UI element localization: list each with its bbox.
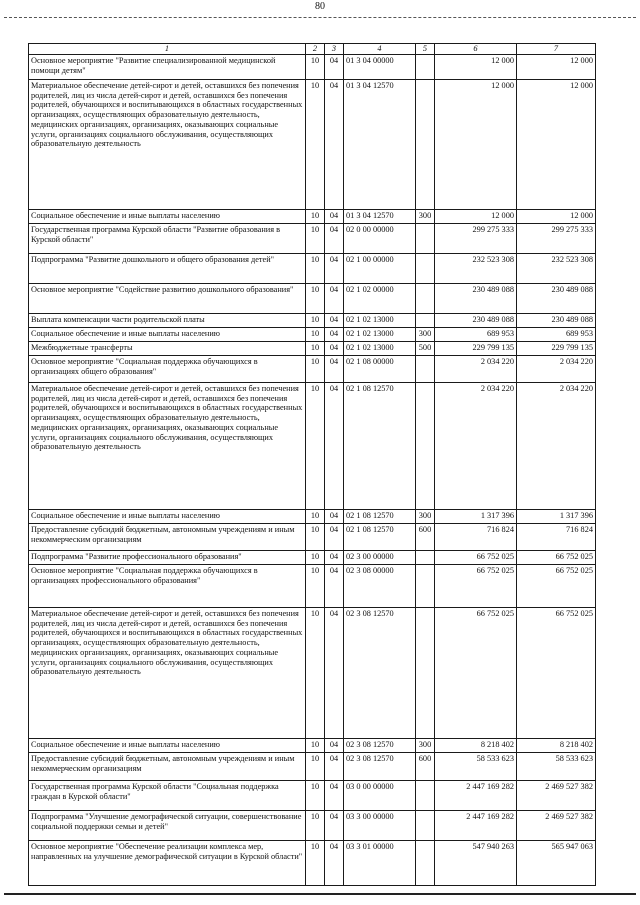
section-code-cell: 10 xyxy=(306,223,325,253)
amount-col6-cell: 66 752 025 xyxy=(435,607,517,738)
subsection-code-cell: 04 xyxy=(325,382,344,509)
amount-col7-cell: 716 824 xyxy=(517,523,596,550)
item-name-cell: Основное мероприятие "Социальная поддержка обучающихся в организациях профессионального образования" xyxy=(29,564,306,607)
amount-col6-cell: 66 752 025 xyxy=(435,550,517,564)
section-code-cell: 10 xyxy=(306,327,325,341)
section-code-cell: 10 xyxy=(306,564,325,607)
item-name-cell: Социальное обеспечение и иные выплаты населению xyxy=(29,209,306,223)
subsection-code-cell: 04 xyxy=(325,54,344,79)
expense-type-cell xyxy=(416,355,435,382)
section-code-cell: 10 xyxy=(306,79,325,209)
subsection-code-cell: 04 xyxy=(325,523,344,550)
section-code-cell: 10 xyxy=(306,382,325,509)
target-article-cell: 02 3 00 00000 xyxy=(344,550,416,564)
item-name-cell: Подпрограмма "Улучшение демографической ситуации, совершенствование социальной поддержки семьи и детей" xyxy=(29,810,306,840)
table-row xyxy=(29,355,596,382)
subsection-code-cell: 04 xyxy=(325,840,344,885)
amount-col6-cell: 2 447 169 282 xyxy=(435,810,517,840)
amount-col6-cell: 2 034 220 xyxy=(435,355,517,382)
item-name-cell: Социальное обеспечение и иные выплаты населению xyxy=(29,327,306,341)
amount-col7-cell: 230 489 088 xyxy=(517,283,596,313)
item-name-cell: Основное мероприятие "Социальная поддержка обучающихся в организациях общего образования" xyxy=(29,355,306,382)
section-code-cell: 10 xyxy=(306,253,325,283)
amount-col7-cell: 12 000 xyxy=(517,209,596,223)
expense-type-cell: 300 xyxy=(416,327,435,341)
section-code-cell: 10 xyxy=(306,509,325,523)
amount-col7-cell: 66 752 025 xyxy=(517,550,596,564)
item-name-cell: Социальное обеспечение и иные выплаты населению xyxy=(29,509,306,523)
subsection-code-cell: 04 xyxy=(325,355,344,382)
item-name-cell: Материальное обеспечение детей-сирот и детей, оставшихся без попечения родителей, лиц из числа детей-сирот и детей, оставшихся без попечения родителей, обучающихся и воспитывающихся в областных государственных организациях, осуществляющих образовательную деятельность, медицинских организациях, организациях, оказывающих социальные услуги, организациях социального обслуживания, осуществляющих образовательную деятельность xyxy=(29,79,306,209)
subsection-code-cell: 04 xyxy=(325,550,344,564)
section-code-cell: 10 xyxy=(306,840,325,885)
amount-col7-cell: 2 469 527 382 xyxy=(517,810,596,840)
amount-col7-cell: 230 489 088 xyxy=(517,313,596,327)
table-body xyxy=(29,54,596,885)
section-code-cell: 10 xyxy=(306,752,325,780)
header-row xyxy=(29,44,596,55)
amount-col7-cell: 2 034 220 xyxy=(517,382,596,509)
target-article-cell: 02 1 02 13000 xyxy=(344,313,416,327)
amount-col6-cell: 716 824 xyxy=(435,523,517,550)
table-row xyxy=(29,523,596,550)
table-row xyxy=(29,209,596,223)
amount-col6-cell: 12 000 xyxy=(435,54,517,79)
expense-type-cell xyxy=(416,607,435,738)
amount-col7-cell: 689 953 xyxy=(517,327,596,341)
amount-col6-cell: 229 799 135 xyxy=(435,341,517,355)
item-name-cell: Подпрограмма "Развитие профессионального образования" xyxy=(29,550,306,564)
amount-col7-cell: 66 752 025 xyxy=(517,564,596,607)
budget-table xyxy=(28,43,596,886)
target-article-cell: 02 1 00 00000 xyxy=(344,253,416,283)
amount-col6-cell: 230 489 088 xyxy=(435,313,517,327)
item-name-cell: Основное мероприятие "Развитие специализированной медицинской помощи детям" xyxy=(29,54,306,79)
target-article-cell: 02 0 00 00000 xyxy=(344,223,416,253)
amount-col6-cell: 547 940 263 xyxy=(435,840,517,885)
target-article-cell: 03 0 00 00000 xyxy=(344,780,416,810)
table-row xyxy=(29,810,596,840)
amount-col6-cell: 58 533 623 xyxy=(435,752,517,780)
table-row xyxy=(29,509,596,523)
table-row xyxy=(29,283,596,313)
subsection-code-cell: 04 xyxy=(325,313,344,327)
section-code-cell: 10 xyxy=(306,780,325,810)
amount-col7-cell: 12 000 xyxy=(517,79,596,209)
table-row xyxy=(29,223,596,253)
bottom-rule xyxy=(4,893,636,895)
item-name-cell: Государственная программа Курской области "Социальная поддержка граждан в Курской области" xyxy=(29,780,306,810)
section-code-cell: 10 xyxy=(306,283,325,313)
target-article-cell: 02 3 08 12570 xyxy=(344,738,416,752)
subsection-code-cell: 04 xyxy=(325,209,344,223)
table-row xyxy=(29,341,596,355)
amount-col7-cell: 2 469 527 382 xyxy=(517,780,596,810)
top-dashed-rule xyxy=(4,17,636,18)
expense-type-cell xyxy=(416,223,435,253)
target-article-cell: 03 3 01 00000 xyxy=(344,840,416,885)
subsection-code-cell: 04 xyxy=(325,738,344,752)
target-article-cell: 01 3 04 00000 xyxy=(344,54,416,79)
table-row xyxy=(29,313,596,327)
section-code-cell: 10 xyxy=(306,209,325,223)
column-header: 5 xyxy=(416,44,435,55)
expense-type-cell xyxy=(416,283,435,313)
target-article-cell: 02 1 08 12570 xyxy=(344,509,416,523)
item-name-cell: Межбюджетные трансферты xyxy=(29,341,306,355)
subsection-code-cell: 04 xyxy=(325,223,344,253)
section-code-cell: 10 xyxy=(306,738,325,752)
table-row xyxy=(29,738,596,752)
section-code-cell: 10 xyxy=(306,54,325,79)
item-name-cell: Материальное обеспечение детей-сирот и детей, оставшихся без попечения родителей, лиц из числа детей-сирот и детей, оставшихся без попечения родителей, обучающихся и воспитывающихся в областных государственных организациях, осуществляющих образовательную деятельность, медицинских организациях, организациях, оказывающих социальные услуги, организациях социального обслуживания, осуществляющих образовательную деятельность xyxy=(29,382,306,509)
section-code-cell: 10 xyxy=(306,607,325,738)
table-row xyxy=(29,79,596,209)
item-name-cell: Подпрограмма "Развитие дошкольного и общего образования детей" xyxy=(29,253,306,283)
column-header: 4 xyxy=(344,44,416,55)
amount-col6-cell: 2 447 169 282 xyxy=(435,780,517,810)
table-row xyxy=(29,382,596,509)
section-code-cell: 10 xyxy=(306,355,325,382)
amount-col7-cell: 565 947 063 xyxy=(517,840,596,885)
expense-type-cell xyxy=(416,780,435,810)
column-header: 3 xyxy=(325,44,344,55)
expense-type-cell: 500 xyxy=(416,341,435,355)
table-row xyxy=(29,607,596,738)
expense-type-cell: 300 xyxy=(416,509,435,523)
subsection-code-cell: 04 xyxy=(325,810,344,840)
subsection-code-cell: 04 xyxy=(325,780,344,810)
section-code-cell: 10 xyxy=(306,341,325,355)
item-name-cell: Предоставление субсидий бюджетным, автономным учреждениям и иным некоммерческим организациям xyxy=(29,523,306,550)
subsection-code-cell: 04 xyxy=(325,327,344,341)
subsection-code-cell: 04 xyxy=(325,341,344,355)
subsection-code-cell: 04 xyxy=(325,509,344,523)
table-row xyxy=(29,327,596,341)
section-code-cell: 10 xyxy=(306,810,325,840)
amount-col6-cell: 66 752 025 xyxy=(435,564,517,607)
amount-col6-cell: 230 489 088 xyxy=(435,283,517,313)
column-header: 2 xyxy=(306,44,325,55)
item-name-cell: Основное мероприятие "Обеспечение реализации комплекса мер, направленных на улучшение демографической ситуации в Курской области" xyxy=(29,840,306,885)
table-row xyxy=(29,550,596,564)
amount-col6-cell: 8 218 402 xyxy=(435,738,517,752)
target-article-cell: 02 1 02 13000 xyxy=(344,341,416,355)
expense-type-cell xyxy=(416,810,435,840)
expense-type-cell: 300 xyxy=(416,738,435,752)
target-article-cell: 02 1 08 12570 xyxy=(344,523,416,550)
target-article-cell: 03 3 00 00000 xyxy=(344,810,416,840)
section-code-cell: 10 xyxy=(306,313,325,327)
expense-type-cell: 600 xyxy=(416,523,435,550)
target-article-cell: 02 1 08 00000 xyxy=(344,355,416,382)
expense-type-cell xyxy=(416,253,435,283)
amount-col7-cell: 1 317 396 xyxy=(517,509,596,523)
section-code-cell: 10 xyxy=(306,523,325,550)
column-header: 1 xyxy=(29,44,306,55)
table-row xyxy=(29,840,596,885)
table-row xyxy=(29,752,596,780)
amount-col6-cell: 2 034 220 xyxy=(435,382,517,509)
amount-col6-cell: 299 275 333 xyxy=(435,223,517,253)
amount-col6-cell: 12 000 xyxy=(435,209,517,223)
target-article-cell: 01 3 04 12570 xyxy=(344,79,416,209)
subsection-code-cell: 04 xyxy=(325,564,344,607)
amount-col7-cell: 232 523 308 xyxy=(517,253,596,283)
subsection-code-cell: 04 xyxy=(325,607,344,738)
target-article-cell: 01 3 04 12570 xyxy=(344,209,416,223)
subsection-code-cell: 04 xyxy=(325,283,344,313)
table-row xyxy=(29,253,596,283)
target-article-cell: 02 1 02 13000 xyxy=(344,327,416,341)
table-row xyxy=(29,564,596,607)
amount-col7-cell: 229 799 135 xyxy=(517,341,596,355)
section-code-cell: 10 xyxy=(306,550,325,564)
item-name-cell: Основное мероприятие "Содействие развитию дошкольного образования" xyxy=(29,283,306,313)
amount-col6-cell: 232 523 308 xyxy=(435,253,517,283)
table-row xyxy=(29,780,596,810)
expense-type-cell xyxy=(416,564,435,607)
item-name-cell: Выплата компенсации части родительской платы xyxy=(29,313,306,327)
amount-col6-cell: 1 317 396 xyxy=(435,509,517,523)
expense-type-cell: 600 xyxy=(416,752,435,780)
table-row xyxy=(29,54,596,79)
amount-col7-cell: 2 034 220 xyxy=(517,355,596,382)
page-number: 80 xyxy=(315,1,325,12)
target-article-cell: 02 3 08 12570 xyxy=(344,752,416,780)
amount-col7-cell: 66 752 025 xyxy=(517,607,596,738)
amount-col7-cell: 58 533 623 xyxy=(517,752,596,780)
subsection-code-cell: 04 xyxy=(325,253,344,283)
amount-col7-cell: 299 275 333 xyxy=(517,223,596,253)
expense-type-cell xyxy=(416,79,435,209)
amount-col7-cell: 8 218 402 xyxy=(517,738,596,752)
amount-col7-cell: 12 000 xyxy=(517,54,596,79)
column-header: 6 xyxy=(435,44,517,55)
item-name-cell: Материальное обеспечение детей-сирот и детей, оставшихся без попечения родителей, лиц из числа детей-сирот и детей, оставшихся без попечения родителей, обучающихся и воспитывающихся в областных государственных организациях, осуществляющих образовательную деятельность, медицинских организациях, организациях, оказывающих социальные услуги, организациях социального обслуживания, осуществляющих образовательную деятельность xyxy=(29,607,306,738)
expense-type-cell: 300 xyxy=(416,209,435,223)
item-name-cell: Предоставление субсидий бюджетным, автономным учреждениям и иным некоммерческим организациям xyxy=(29,752,306,780)
subsection-code-cell: 04 xyxy=(325,79,344,209)
expense-type-cell xyxy=(416,54,435,79)
expense-type-cell xyxy=(416,313,435,327)
expense-type-cell xyxy=(416,382,435,509)
amount-col6-cell: 689 953 xyxy=(435,327,517,341)
expense-type-cell xyxy=(416,840,435,885)
target-article-cell: 02 1 08 12570 xyxy=(344,382,416,509)
expense-type-cell xyxy=(416,550,435,564)
item-name-cell: Социальное обеспечение и иные выплаты населению xyxy=(29,738,306,752)
amount-col6-cell: 12 000 xyxy=(435,79,517,209)
column-header: 7 xyxy=(517,44,596,55)
item-name-cell: Государственная программа Курской области "Развитие образования в Курской области" xyxy=(29,223,306,253)
target-article-cell: 02 3 08 00000 xyxy=(344,564,416,607)
target-article-cell: 02 1 02 00000 xyxy=(344,283,416,313)
subsection-code-cell: 04 xyxy=(325,752,344,780)
target-article-cell: 02 3 08 12570 xyxy=(344,607,416,738)
